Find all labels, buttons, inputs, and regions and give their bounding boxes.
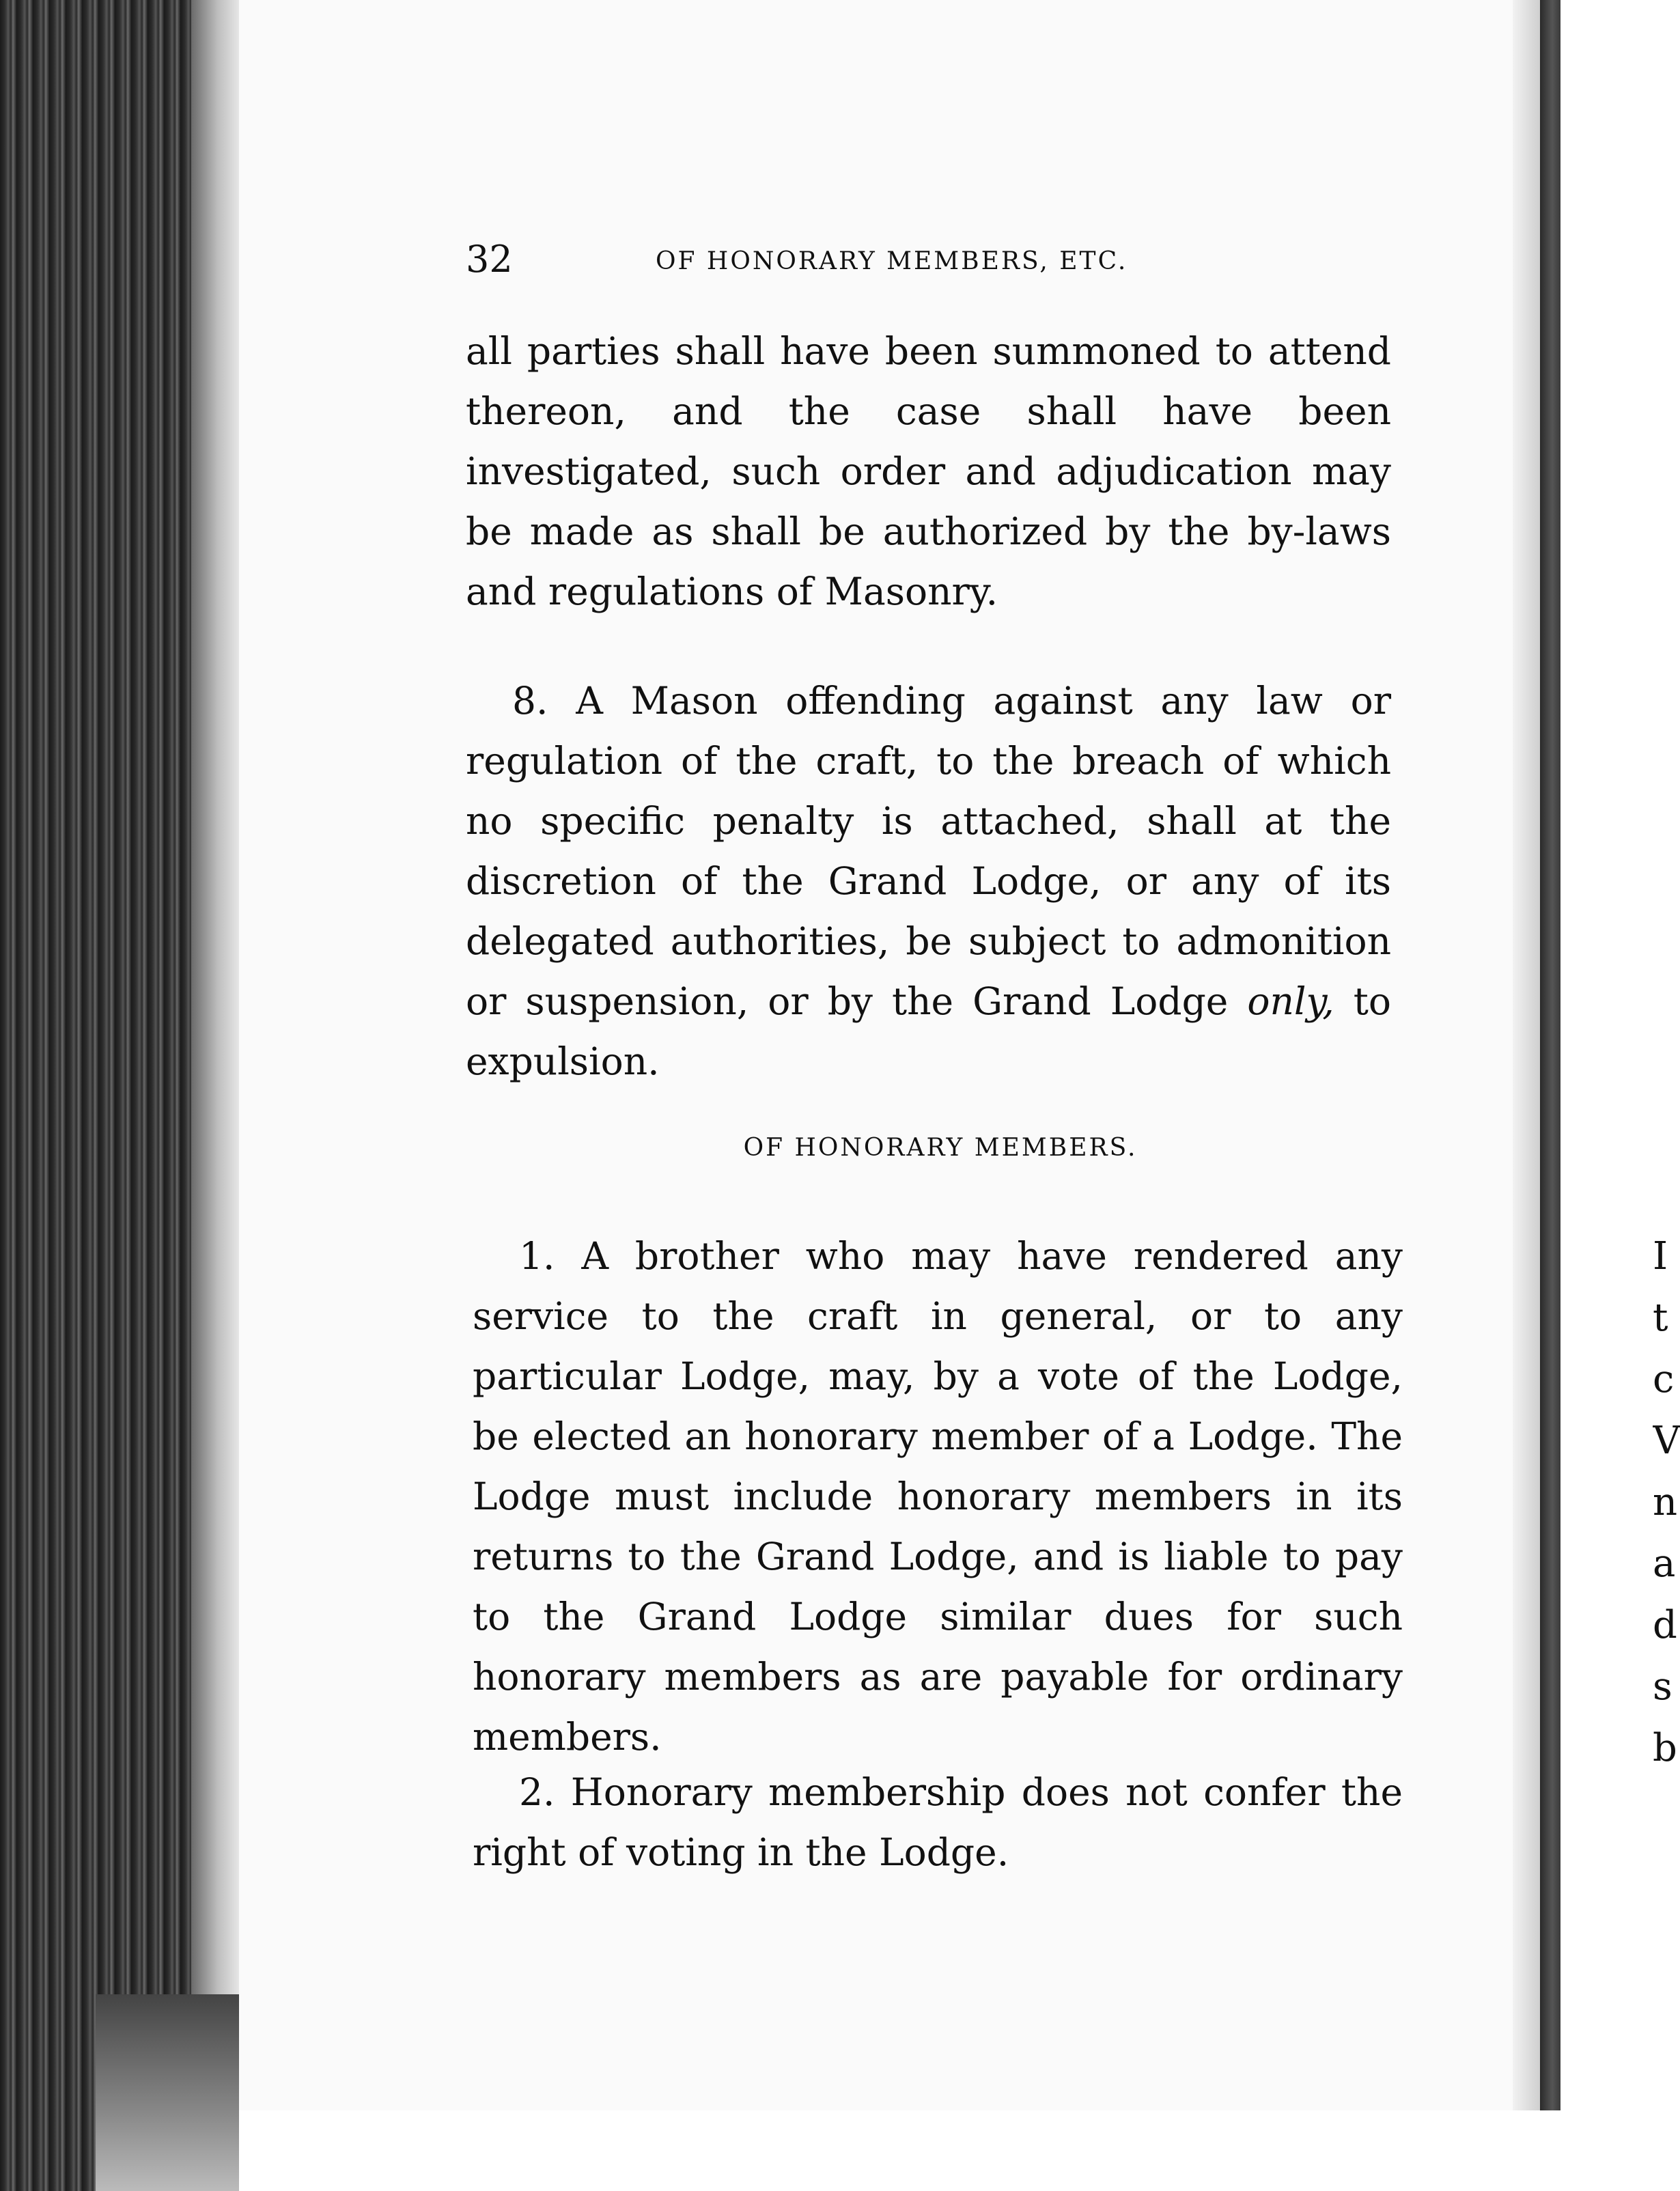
honorary-rule-2: 2. Honorary membership does not confer the right of voting in the Lodge.: [473, 1770, 1403, 1874]
page-gutter-shadow: [1513, 0, 1540, 2110]
book-edge: [0, 0, 239, 2191]
rule-8-emphasis: only,: [1247, 979, 1334, 1023]
rule-8-paragraph: [466, 671, 1391, 1091]
honorary-rule-1: 1. A brother who may have rendered any service to the craft in general, or to any particular Lodge, may, by a vote of the Lodge, be elected an honorary member of a Lodge. The Lodge must include honorary members in its returns to the Grand Lodge, and is liable to pay to the Grand Lodge similar dues for such honorary members as are payable for ordinary members.: [473, 1234, 1403, 1759]
next-page-letter: s: [1653, 1664, 1672, 1709]
next-page-letter: c: [1653, 1357, 1675, 1401]
running-head: OF HONORARY MEMBERS, ETC.: [656, 247, 1128, 275]
rule-8-text-end: to expulsion.: [466, 979, 1391, 1083]
next-page-letter: t: [1653, 1296, 1668, 1340]
next-page-letter: I: [1653, 1234, 1668, 1279]
page-number: 32: [466, 238, 513, 281]
page-bottom-margin: [239, 2110, 1680, 2191]
continuation-paragraph: all parties shall have been summoned to attend thereon, and the case shall have been investigated, such order and adjudication may be made as shall be authorized by the by-laws and regulations of Masonry.: [466, 329, 1391, 613]
section-heading: OF HONORARY MEMBERS.: [743, 1134, 1138, 1162]
next-page: [1560, 0, 1680, 2110]
next-page-letter: V: [1653, 1419, 1680, 1463]
next-page-letter: a: [1653, 1541, 1676, 1586]
next-page-fragment: [1653, 1226, 1680, 1779]
page-gutter: [1540, 0, 1560, 2110]
next-page-letter: n: [1653, 1480, 1678, 1524]
rule-8-text: 8. A Mason offending against any law or regulation of the craft, to the breach of which no specific penalty is attached, shall at the discretion of the Grand Lodge, or any of its delegated authorities, be subject to admonition or suspension, or by the Grand Lodge: [466, 679, 1391, 1023]
next-page-letter: d: [1653, 1603, 1677, 1647]
next-page-letter: b: [1653, 1726, 1677, 1770]
book-edge-bottom: [96, 1994, 239, 2191]
page-header: [466, 238, 1415, 292]
